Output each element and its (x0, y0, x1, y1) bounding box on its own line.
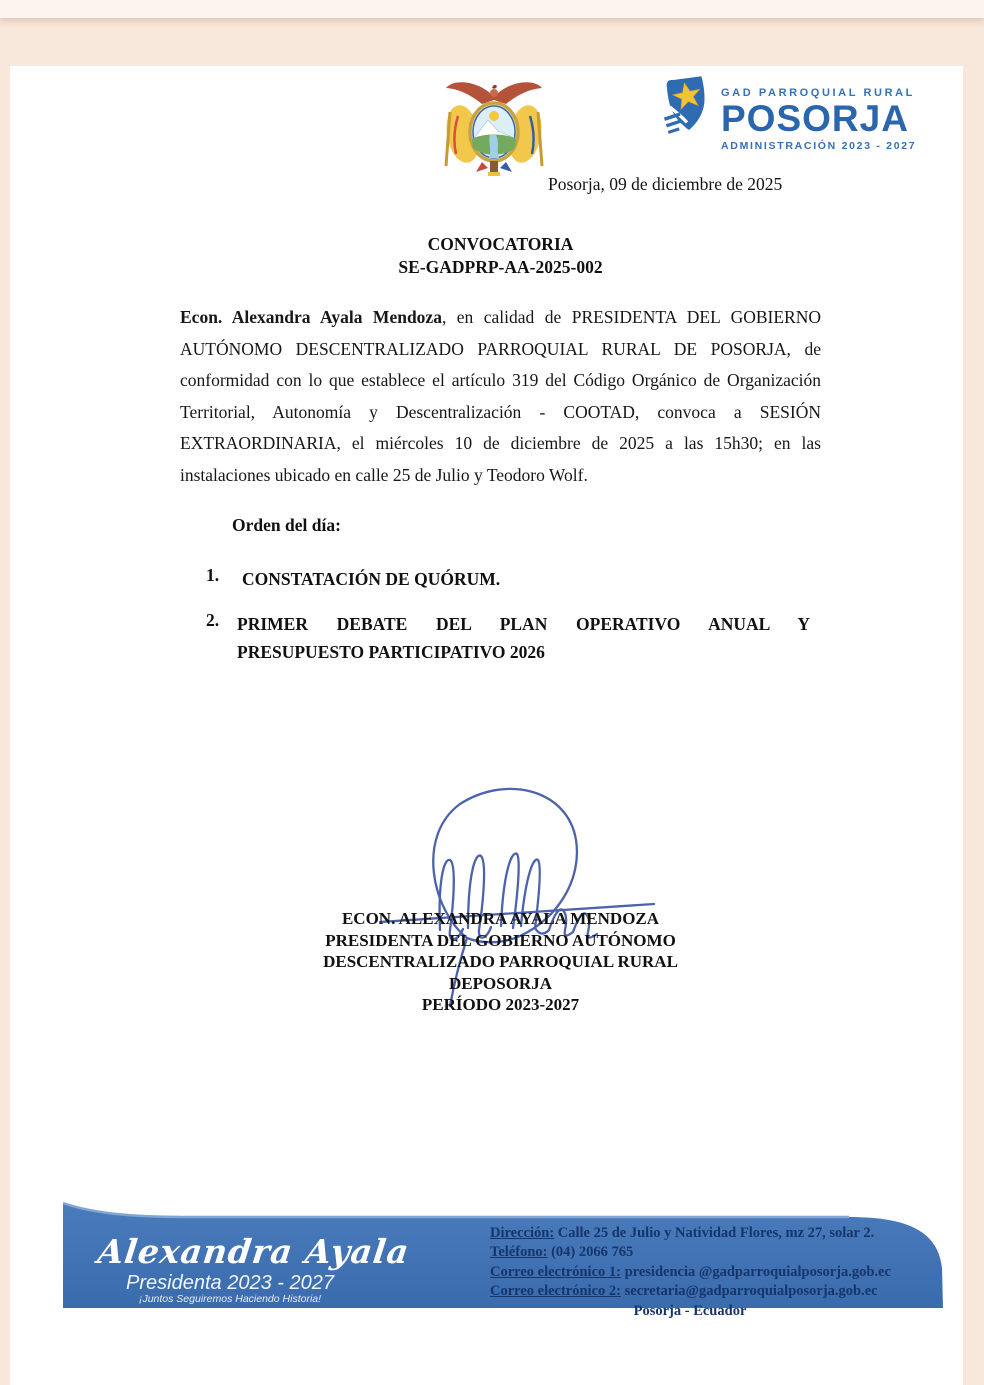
document-page (10, 66, 963, 1385)
signatory-name: ECON. ALEXANDRA AYALA MENDOZA (341, 909, 660, 928)
ecuador-coat-of-arms-icon (438, 76, 550, 178)
logo-brand-name: POSORJA (721, 98, 909, 139)
agenda-item-1-number: 1. (206, 565, 220, 585)
contact-email-2-value: secretaria@gadparroquialposorja.gob.ec (620, 1283, 878, 1300)
signatory-title-3: DEPOSORJA (449, 973, 552, 993)
body-intro-bold: Econ. Alexandra Ayala Mendoza (180, 307, 442, 327)
logo-administration: ADMINISTRACIÓN 2023 - 2027 (721, 140, 917, 152)
contact-phone (490, 1243, 890, 1262)
agenda-item-2-number: 2. (206, 610, 220, 630)
body-paragraph (180, 302, 821, 492)
contact-location: Posorja - Ecuador (633, 1302, 747, 1319)
posorja-flag-icon (662, 74, 712, 138)
signatory-period: PERÍODO 2023-2027 (421, 995, 580, 1014)
signatory-title-1: PRESIDENTA DEL GOBIERNO AUTÓNOMO (325, 930, 676, 950)
contact-address-label: Dirección: (490, 1225, 555, 1241)
contact-address (490, 1224, 890, 1243)
footer-slogan: ¡Juntos Seguiremos Haciendo Historia! (138, 1293, 322, 1305)
signature-block (180, 908, 821, 1016)
contact-email-2 (490, 1282, 890, 1301)
agenda-item-2-line-2: PRESUPUESTO PARTICIPATIVO 2026 (237, 642, 545, 662)
contact-address-value: Calle 25 de Julio y Natividad Flores, mz 27, solar 2. (554, 1225, 875, 1241)
footer-role: Presidenta 2023 - 2027 (126, 1272, 334, 1294)
body-text: , en calidad de PRESIDENTA DEL GOBIERNO AUTÓNOMO DESCENTRALIZADO PARROQUIAL RURAL DE POSORJA, de conformidad con lo que establece el artículo 319 del Código Orgánico de Organización Territorial, Autonomía y Descentralización - COOTAD, convoca a SESIÓN EXTRAORDINARIA, el miércoles 10 de diciembre de 2025 a las 15h30; en las instalaciones ubicado en calle 25 de Julio y Teodoro Wolf. (180, 307, 821, 485)
scan-top-strip (0, 0, 984, 18)
contact-email-1 (490, 1263, 890, 1282)
document-reference: SE-GADPRP-AA-2025-002 (398, 256, 603, 277)
agenda-item-1 (206, 565, 812, 593)
contact-email-2-label: Correo electrónico 2: (490, 1283, 621, 1300)
footer-script-name: Alexandra Ayala (95, 1232, 412, 1271)
agenda-item-2-line-1: PRIMER DEBATE DEL PLAN OPERATIVO ANUAL Y (237, 614, 810, 634)
contact-email-1-label: Correo electrónico 1: (490, 1263, 621, 1280)
agenda-item-1-text: CONSTATACIÓN DE QUÓRUM. (242, 569, 501, 589)
date-line: Posorja, 09 de diciembre de 2025 (548, 174, 783, 194)
document-title: CONVOCATORIA (427, 234, 574, 254)
contact-phone-value: (04) 2066 765 (547, 1244, 634, 1261)
contact-phone-label: Teléfono: (490, 1244, 548, 1261)
signatory-title-2: DESCENTRALIZADO PARROQUIAL RURAL (323, 952, 678, 971)
document-title-block (180, 233, 821, 278)
posorja-logo (662, 74, 916, 152)
agenda-item-2 (206, 610, 812, 666)
footer-contact-block (490, 1224, 890, 1321)
agenda-heading: Orden del día: (232, 515, 341, 535)
contact-email-1-value: presidencia @gadparroquialposorja.gob.ec (620, 1263, 891, 1280)
logo-tagline: GAD PARROQUIAL RURAL (721, 87, 915, 99)
